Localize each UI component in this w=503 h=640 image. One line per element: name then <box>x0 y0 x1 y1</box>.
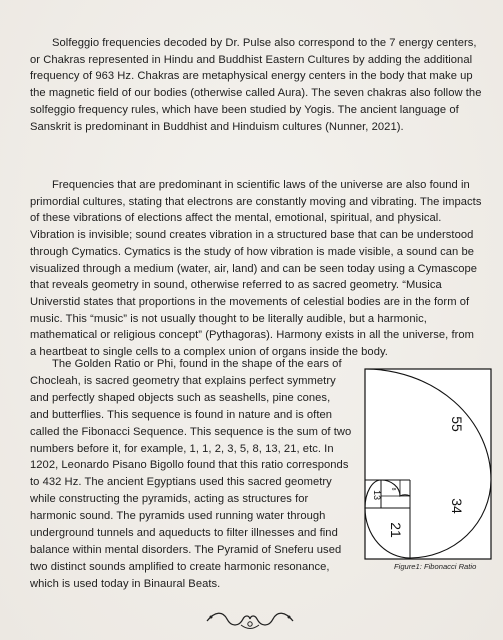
decorative-swirl-divider-icon <box>205 605 295 633</box>
label-34: 34 <box>449 498 465 514</box>
label-8: 8 <box>390 487 396 491</box>
fibonacci-figure <box>364 368 492 560</box>
figure-caption: Figure1: Fibonacci Ratio <box>394 562 477 571</box>
paragraph-golden-ratio: The Golden Ratio or Phi, found in the shape of the ears of Chocleah, is sacred geometry that explains perfect symmetry and perfectly shaped objects such as seashells, pine cones, and butterflies. This sequence is found in nature and is often called the Fibonacci Sequence. This sequence is the sum of two numbers before it, for example, 1, 1, 2, 3, 5, 8, 13, 21, etc. In 1202, Leonardo Pisano Bigollo found that this ratio corresponds to 432 Hz. The ancient Egyptians used this sacred geometry while constructing the pyramids, acting as structures for harmonic sound. The pyramids used running water through underground tunnels and aqueducts to filter illnesses and find balance within mental disorders. The Pyramid of Sneferu used two distinct sounds amplified to create harmonic resonance, which is used today in Binaural Beats. <box>30 358 352 590</box>
paragraph-vibrations: Frequencies that are predominant in scientific laws of the universe are also found in primordial cultures, stating that electrons are constantly moving and vibrating. The impacts of these vibrations of elections affect the mental, emotional, spiritual, and physical. Vibration is invisible; sound creates vibration in a structured base that can be understood through Cymatics. Cymatics is the study of how vibration is made visible, a sound can be visualized through a medium (water, air, land) and can be seen today using a Cymascope that reveals geometry in sound, otherwise referred to as sacred geometry. “Musica Universtid states that proportions in the movements of celestial bodies are in the form of music. This “music” is not usually thought to be literally audible, but a harmonic, mathematical or religious concept” (Pythagoras). Harmony exists in all the universe, from a heartbeat to single cells to a complex union of organs inside the body. <box>30 179 482 359</box>
label-55: 55 <box>449 416 465 432</box>
fibonacci-spiral-diagram <box>364 368 492 560</box>
label-21: 21 <box>388 522 404 538</box>
paragraph-chakras: Solfeggio frequencies decoded by Dr. Pulse also correspond to the 7 energy centers, or Chakras represented in Hindu and Buddhist Eastern Cultures by adding the additional frequency of 963 Hz. Chakras are metaphysical energy centers in the body that make up the magnetic field of our bodies (otherwise called Aura). The seven chakras also follow the solfeggio frequency rules, which have been studied by Yogis. The ancient language of Sanskrit is predominant in Buddhist and Hinduism cultures (Nunner, 2021). <box>30 37 482 133</box>
label-13: 13 <box>372 489 382 501</box>
